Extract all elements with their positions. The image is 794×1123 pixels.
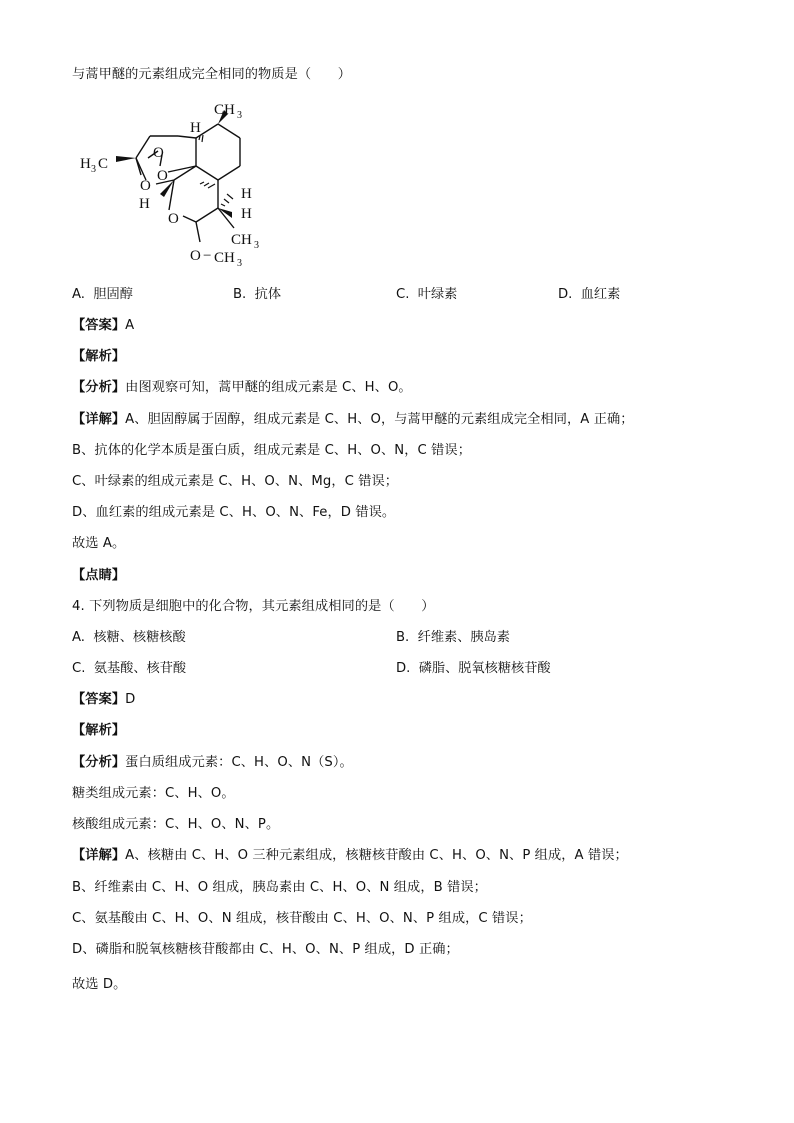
label-subscript: 3 <box>254 240 259 251</box>
label-h: H <box>241 186 252 202</box>
bond <box>183 216 196 222</box>
q4-conclusion: 故选 D。 <box>72 977 127 992</box>
label-ch3: CH <box>214 102 235 118</box>
q3-stem: 与蒿甲醚的元素组成完全相同的物质是（ ） <box>72 67 352 82</box>
q4-xiangjie-line: D、磷脂和脱氧核糖核苷酸都由 C、H、O、N、P 组成，D 正确； <box>72 942 459 957</box>
bond <box>136 158 146 180</box>
bond <box>218 124 240 138</box>
bond <box>196 208 218 222</box>
q3-option-d: D. 血红素 <box>558 287 621 302</box>
q3-jiexi-heading: 【解析】 <box>72 349 126 364</box>
q4-fenxi-line: 核酸组成元素：C、H、O、N、P。 <box>72 817 280 832</box>
q4-answer: 【答案】D <box>72 692 136 707</box>
q4-fenxi-line: 【分析】蛋白质组成元素：C、H、O、N（S）。 <box>72 755 353 770</box>
label-h: H <box>241 206 252 222</box>
q3-conclusion: 故选 A。 <box>72 536 126 551</box>
q4-stem: 4. 下列物质是细胞中的化合物，其元素组成相同的是（ ） <box>72 599 435 614</box>
label-o: O <box>190 248 201 264</box>
q3-xiangjie-line: B、抗体的化学本质是蛋白质，组成元素是 C、H、O、N，C 错误； <box>72 443 471 458</box>
q3-dianjing-heading: 【点睛】 <box>72 568 126 583</box>
q3-option-b: B. 抗体 <box>233 287 282 302</box>
q3-option-c: C. 叶绿素 <box>396 287 458 302</box>
label-h3c: H <box>80 156 91 172</box>
artemether-structure <box>78 100 278 270</box>
label-o: O <box>157 168 168 184</box>
bond <box>196 222 200 242</box>
q4-option-d: D. 磷脂、脱氧核糖核苷酸 <box>396 661 551 676</box>
q3-answer: 【答案】A <box>72 318 135 333</box>
bond <box>136 136 150 158</box>
label-o: O <box>168 211 179 227</box>
q3-option-a: A. 胆固醇 <box>72 287 133 302</box>
label-ch3: CH <box>214 250 235 266</box>
bond <box>178 136 196 138</box>
label-subscript: 3 <box>91 164 96 175</box>
q4-xiangjie-line: C、氨基酸由 C、H、O、N 组成，核苷酸由 C、H、O、N、P 组成，C 错误； <box>72 911 532 926</box>
label-subscript: 3 <box>237 110 242 121</box>
q4-option-a: A. 核糖、核糖核酸 <box>72 630 186 645</box>
label-o: O <box>153 145 164 161</box>
q4-xiangjie-line: B、纤维素由 C、H、O 组成，胰岛素由 C、H、O、N 组成，B 错误； <box>72 880 487 895</box>
bond <box>218 166 240 180</box>
q3-fenxi: 【分析】由图观察可知，蒿甲醚的组成元素是 C、H、O。 <box>72 380 412 395</box>
label-o: O <box>140 178 151 194</box>
label-h: H <box>190 120 201 136</box>
q4-xiangjie-line: 【详解】A、核糖由 C、H、O 三种元素组成，核糖核苷酸由 C、H、O、N、P 组成，A 错误； <box>72 848 628 863</box>
q4-option-b: B. 纤维素、胰岛素 <box>396 630 510 645</box>
label-ch3: CH <box>231 232 252 248</box>
q3-xiangjie-line: C、叶绿素的组成元素是 C、H、O、N、Mg，C 错误； <box>72 474 399 489</box>
q4-fenxi-line: 糖类组成元素：C、H、O。 <box>72 786 235 801</box>
q4-jiexi-heading: 【解析】 <box>72 723 126 738</box>
q3-xiangjie-line: D、血红素的组成元素是 C、H、O、N、Fe，D 错误。 <box>72 505 396 520</box>
q3-xiangjie-line: 【详解】A、胆固醇属于固醇，组成元素是 C、H、O，与蒿甲醚的元素组成完全相同，A 正确； <box>72 412 634 427</box>
bond <box>196 166 218 180</box>
label-dash: − <box>203 248 212 264</box>
q4-option-c: C. 氨基酸、核苷酸 <box>72 661 187 676</box>
label-c: C <box>98 156 109 172</box>
label-subscript: 3 <box>237 258 242 269</box>
label-h: H <box>139 196 150 212</box>
wedge-bond <box>116 156 136 162</box>
